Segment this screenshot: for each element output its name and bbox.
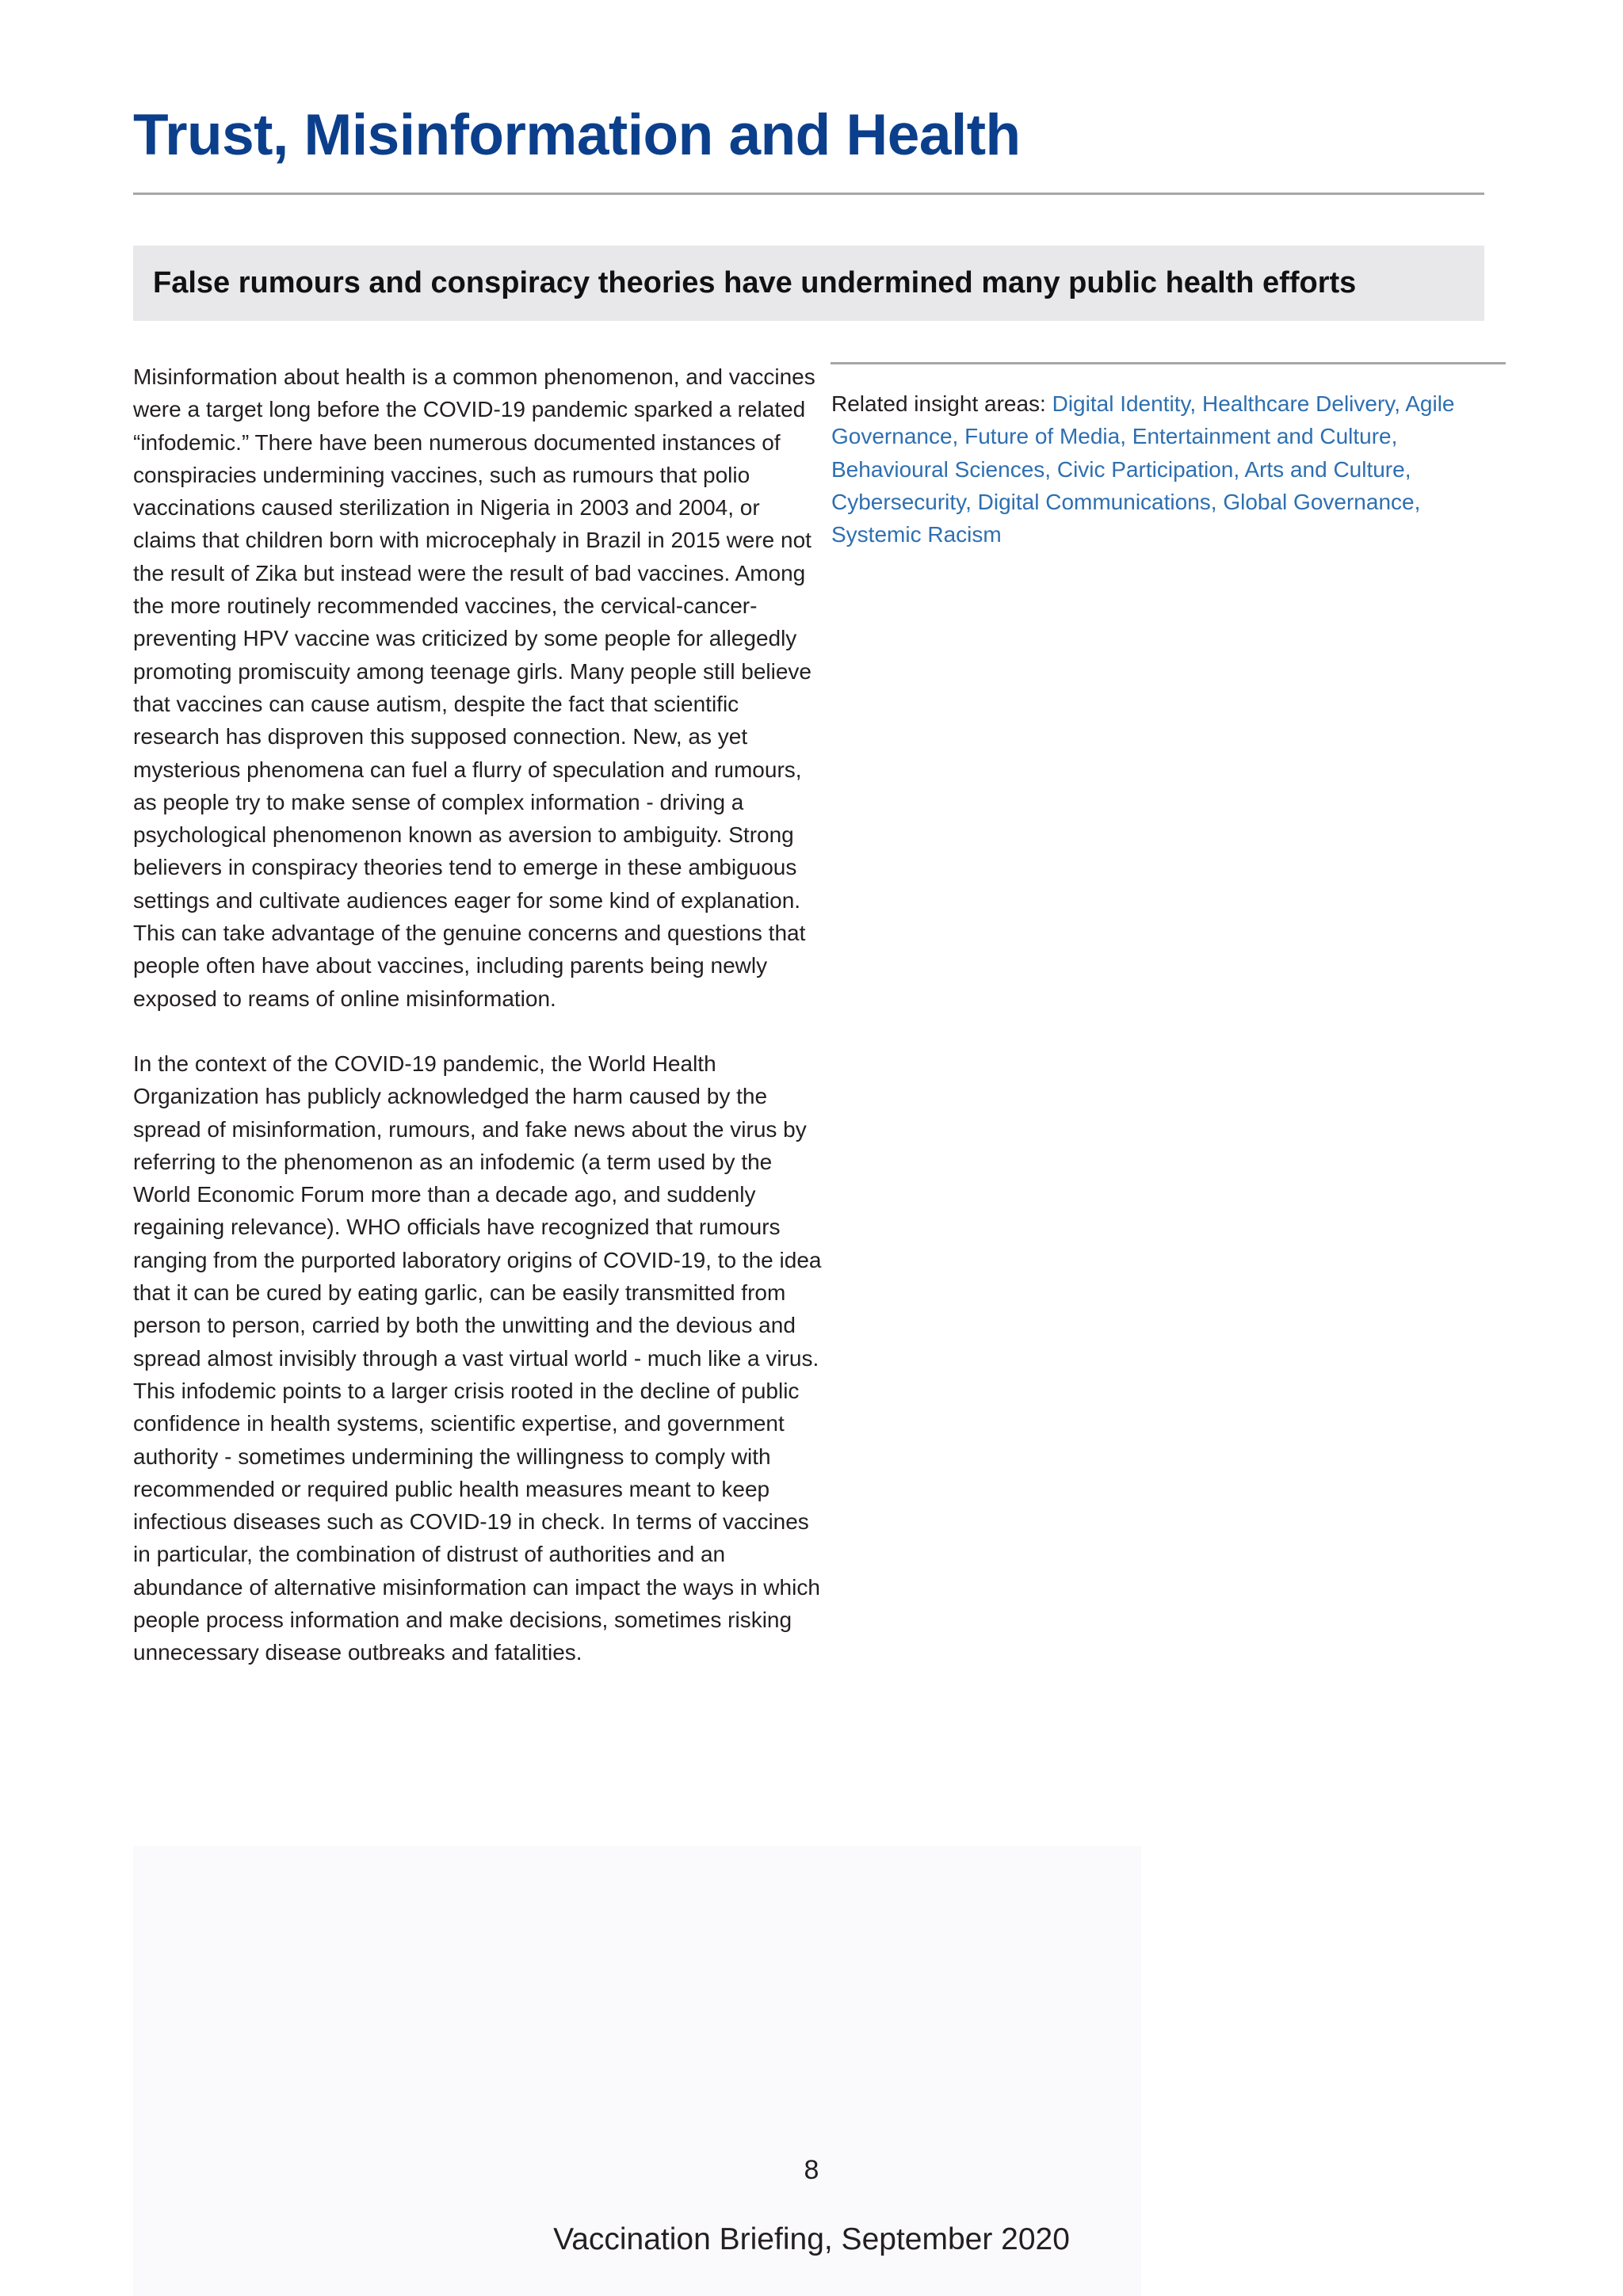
insight-link[interactable]: Healthcare Delivery	[1201, 391, 1395, 416]
related-insights-label: Related insight areas:	[831, 391, 1046, 416]
page-number: 8	[804, 2155, 819, 2185]
body-paragraph: Misinformation about health is a common phenomenon, and vaccines were a target long before the COVID-19 pandemic sparked a related “infodemic.” There have been numerous documented instances of conspiracies undermining vaccines, such as rumours that polio vaccinations caused sterilization in Nigeria in 2003 and 2004, or claims that children born with microcephaly in Brazil in 2015 were not the result of Zika but instead were the result of bad vaccines. Among the more routinely recommended vaccines, the cervical-cancer-preventing HPV vaccine was criticized by some people for allegedly promoting promiscuity among teenage girls. Many people still believe that vaccines can cause autism, despite the fact that scientific research has disproven this supposed connection. New, as yet mysterious phenomena can fuel a flurry of speculation and rumours, as people try to make sense of complex information - driving a psychological phenomenon known as aversion to ambiguity. Strong believers in conspiracy theories tend to emerge in these ambiguous settings and cultivate audiences eager for some kind of explanation. This can take advantage of the genuine concerns and questions that people often have about vaccines, including parents being newly exposed to reams of online misinformation.	[133, 364, 815, 1011]
insight-link[interactable]: Future of Media, Entertainment and Culture	[964, 424, 1392, 449]
related-insights-links[interactable]: Digital Identity, Healthcare Delivery, Agile Governance, Future of Media, Entertainment and Culture, Behavioural Sciences, Civic Participation, Arts and Culture, Cybersecurity, Digital Communications, Global Governance, Systemic Racism	[831, 391, 1455, 547]
insight-link[interactable]: Systemic Racism	[831, 522, 1002, 547]
insight-link[interactable]: Digital Identity	[1052, 391, 1190, 416]
title-divider	[133, 193, 1484, 195]
related-insights	[831, 387, 1505, 551]
insight-link[interactable]: Cybersecurity	[831, 489, 966, 514]
footer-text: Vaccination Briefing, September 2020	[553, 2222, 1070, 2256]
insight-link[interactable]: Behavioural Sciences	[831, 456, 1045, 482]
insight-link[interactable]: Arts and Culture	[1244, 456, 1405, 482]
body-paragraph: In the context of the COVID-19 pandemic, the World Health Organization has publicly acknowledged the harm caused by the spread of misinformation, rumours, and fake news about the virus by referring to the phenomenon as an infodemic (a term used by the World Economic Forum more than a decade ago, and suddenly regaining relevance). WHO officials have recognized that rumours ranging from the purported laboratory origins of COVID-19, to the idea that it can be cured by eating garlic, can be easily transmitted from person to person, carried by both the unwitting and the devious and spread almost invisibly through a vast virtual world - much like a virus. This infodemic points to a larger crisis rooted in the decline of public confidence in health systems, scientific expertise, and government authority - sometimes undermining the willingness to comply with recommended or required public health measures meant to keep infectious diseases such as COVID-19 in check. In terms of vaccines in particular, the combination of distrust of authorities and an abundance of alternative misinformation can impact the ways in which people process information and make decisions, sometimes risking unnecessary disease outbreaks and fatalities.	[133, 1051, 822, 1665]
body-column	[133, 360, 827, 1702]
section-subtitle: False rumours and conspiracy theories have undermined many public health efforts	[153, 266, 1357, 299]
insight-link[interactable]: Global Governance	[1223, 489, 1415, 514]
insight-link[interactable]: Agile Governance	[831, 391, 1455, 449]
page-title: Trust, Misinformation and Health	[133, 103, 1021, 167]
subtitle-band	[133, 246, 1484, 321]
insight-link[interactable]: Digital Communications	[977, 489, 1211, 514]
sidebar-divider	[831, 362, 1506, 364]
insight-link[interactable]: Civic Participation	[1056, 456, 1234, 482]
